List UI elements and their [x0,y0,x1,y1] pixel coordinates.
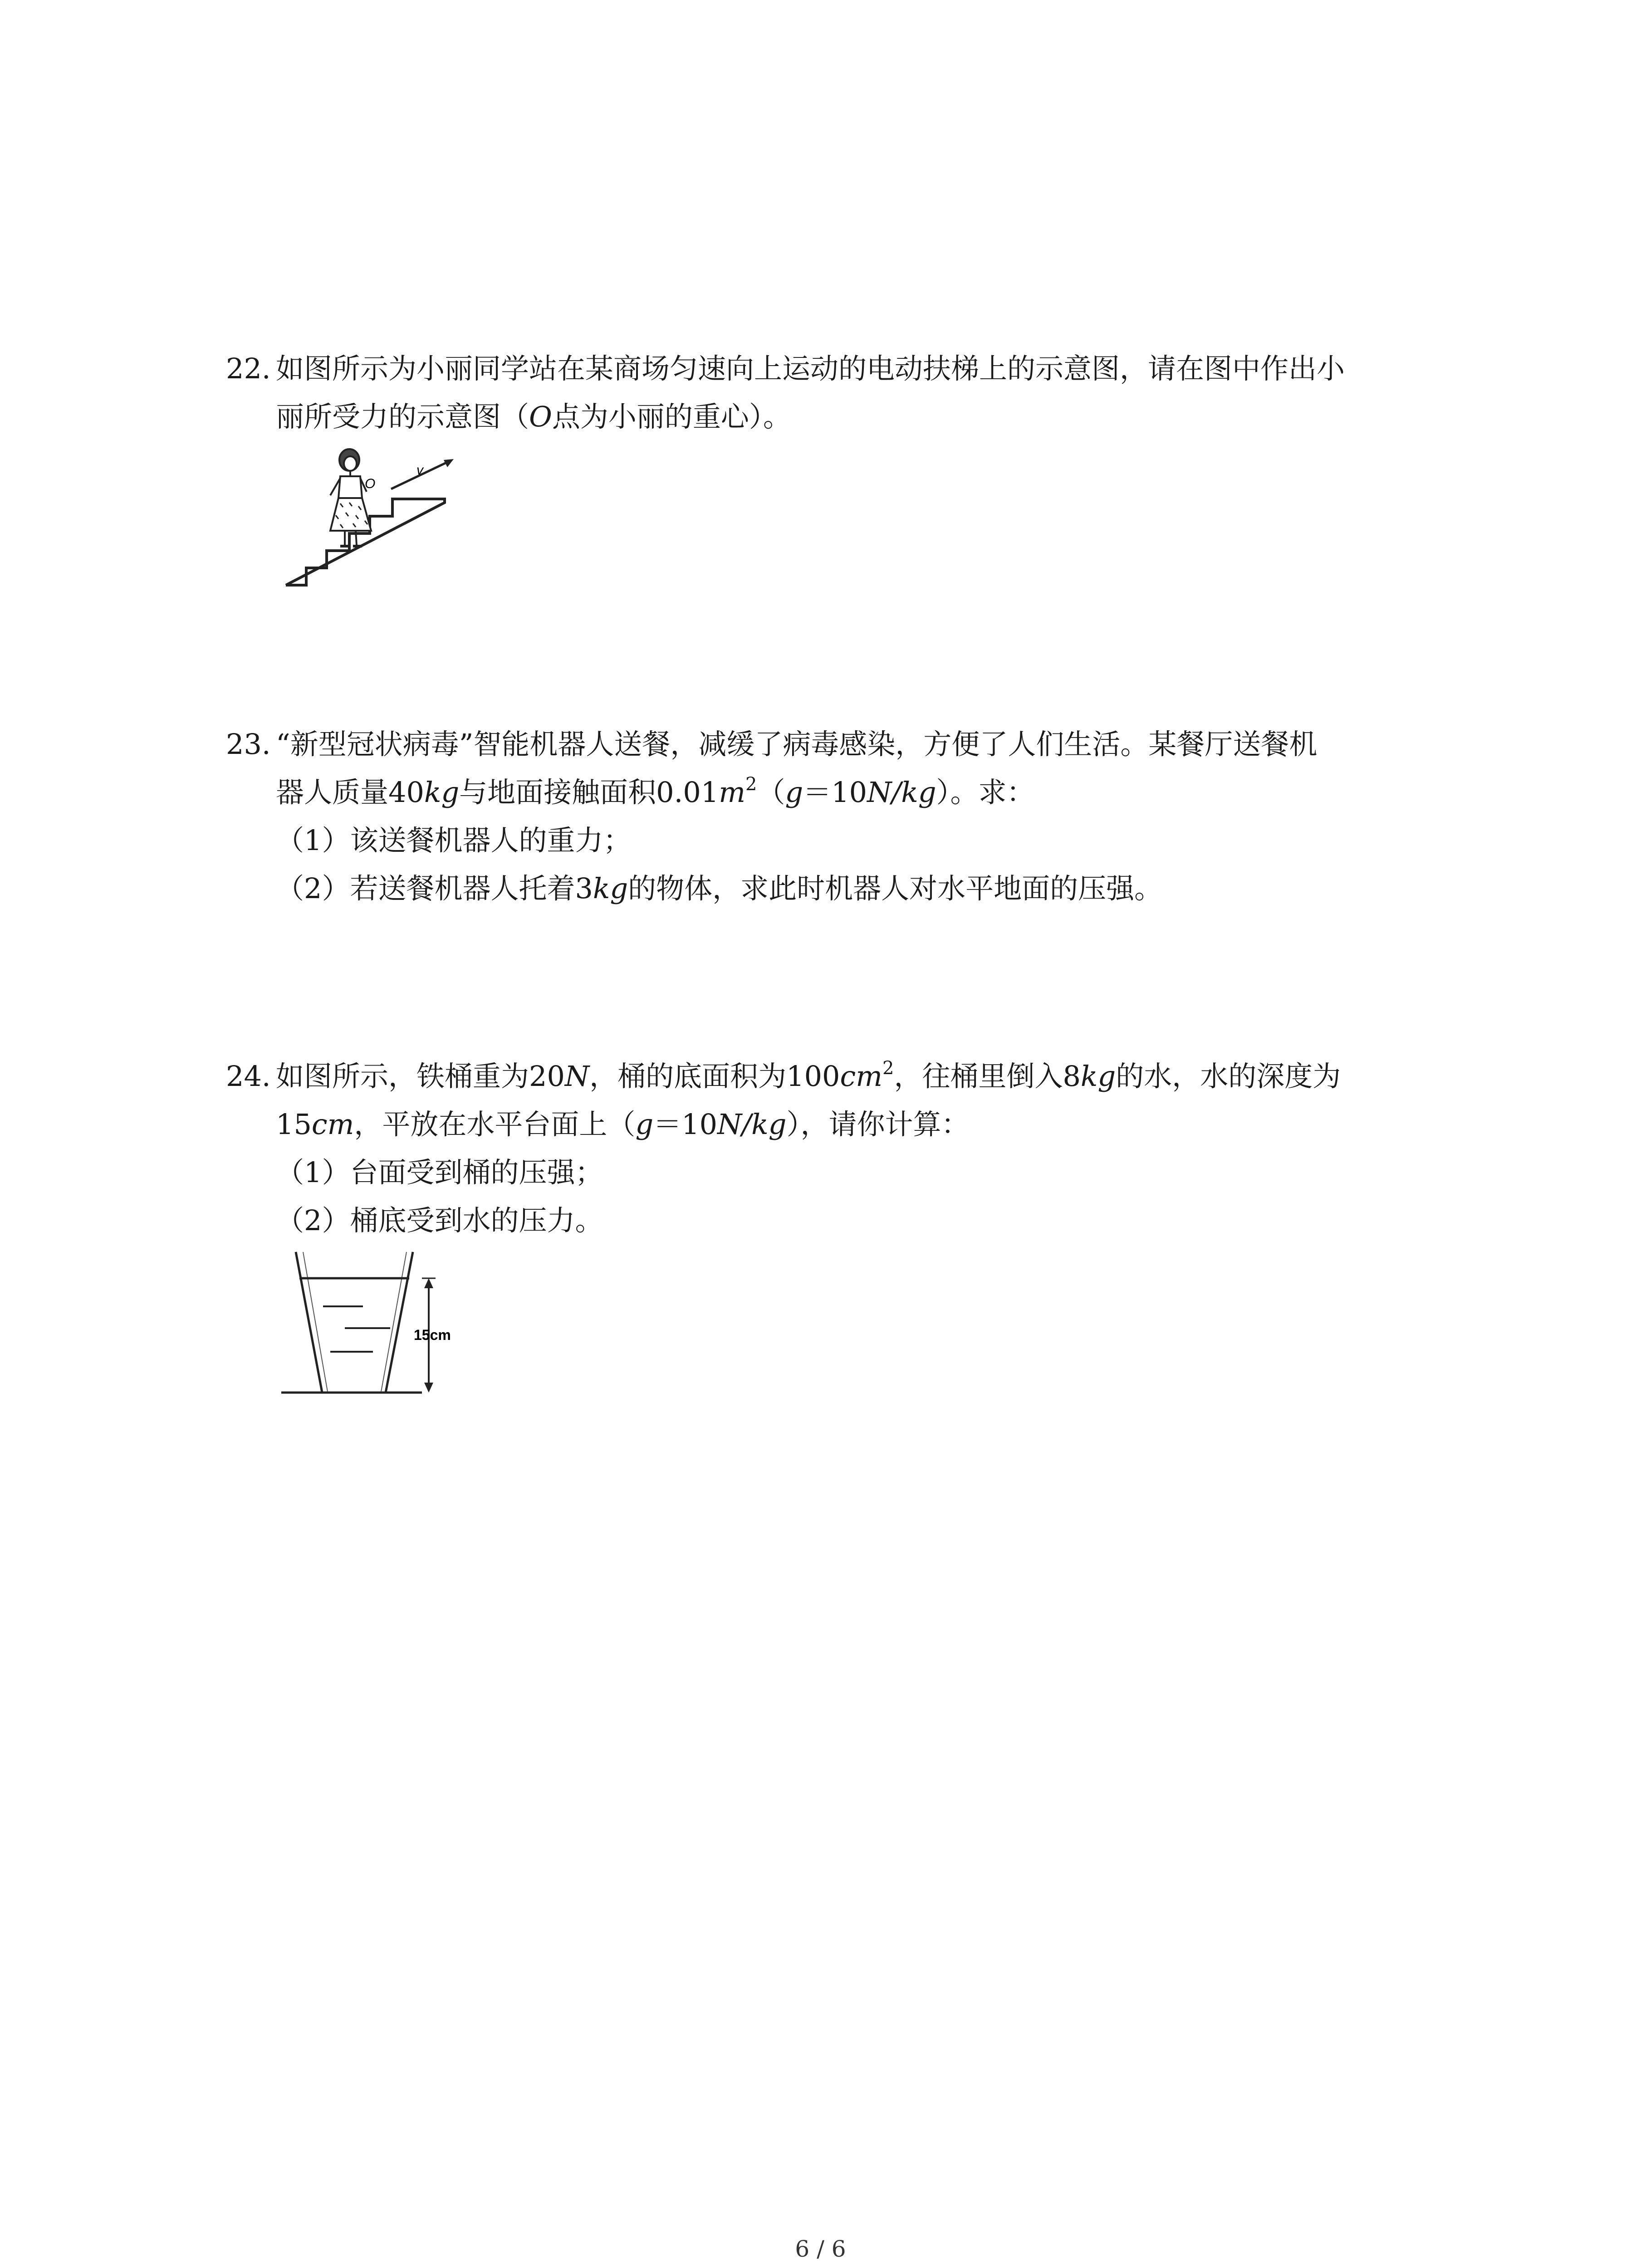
q24-line2 [276,1105,969,1144]
q23-text-1: “新型冠状病毒”智能机器人送餐，减缓了病毒感染，方便了人们生活。某餐厅送餐机 [276,728,1318,761]
q23-sub2-a: （2）若送餐机器人托着3 [276,872,593,905]
q24-text-1d: 的水，水的深度为 [1116,1060,1341,1093]
escalator-figure [272,445,463,594]
page-number: 6 / 6 [795,2236,846,2262]
q24-unit-nkg: N/kg [717,1108,787,1141]
q22-text-2b: 点为小丽的重心）。 [552,400,791,433]
bucket-figure [272,1243,463,1406]
q23-line2 [276,773,1035,812]
q24-text-1b: ，桶的底面积为100 [589,1060,840,1093]
q23-unit-m: m [719,776,746,809]
q23-text-2d: ＝10 [803,776,867,809]
center-of-gravity-label: O [365,476,376,491]
q23-var-g: g [785,776,803,809]
q24-text-2a: 15 [276,1108,312,1141]
q24-text-1c: ，往桶里倒入8 [894,1060,1081,1093]
q24-text-2b: ，平放在水平台面上（ [354,1108,636,1141]
q24-sub1: （1）台面受到桶的压强； [276,1156,603,1189]
q24-line1 [226,1057,1341,1096]
q23-line1 [226,725,1317,764]
q24-unit-cm: cm [840,1060,883,1093]
q23-sub1: （1）该送餐机器人的重力； [276,824,632,857]
q24-var-g: g [635,1108,654,1141]
q24-text-2c: ＝10 [653,1108,718,1141]
depth-label: 15cm [414,1327,451,1343]
depth-arrow-top [424,1278,433,1288]
q23-sub2-kg: kg [593,872,628,905]
bucket-right-wall [386,1252,413,1393]
q22-var-o: O [529,400,552,433]
q23-text-2e: ）。求： [936,776,1035,809]
q23-unit-kg: kg [424,776,460,809]
q22-text-1: 如图所示为小丽同学站在某商场匀速向上运动的电动扶梯上的示意图，请在图中作出小 [276,352,1345,385]
q23-sup: 2 [745,774,757,795]
q24-text-2d: ），请你计算： [786,1108,970,1141]
q24-unit-cm2: cm [311,1108,354,1141]
q22-line1 [226,349,1345,388]
q24-unit-n: N [564,1060,590,1093]
q23-unit-nkg: N/kg [867,776,936,809]
q24-number: 24. [226,1060,271,1093]
q23-number: 23. [226,728,271,761]
q23-text-2c: （ [757,776,785,809]
q22-text-2a: 丽所受力的示意图（ [276,400,529,433]
q23-sub2 [276,869,1162,908]
q23-text-2a: 器人质量40 [276,776,424,809]
velocity-label: v [416,463,423,478]
q22-line2 [276,397,791,436]
q24-sup: 2 [882,1058,894,1079]
girl-figure [330,449,371,546]
q22-number: 22. [226,352,271,385]
depth-arrow-bottom [424,1383,433,1393]
q24-sub2: （2）桶底受到水的压力。 [276,1204,603,1237]
q24-unit-kg: kg [1080,1060,1116,1093]
q23-sub2-b: 的物体，求此时机器人对水平地面的压强。 [628,872,1163,905]
q24-text-1a: 如图所示，铁桶重为20 [276,1060,565,1093]
q23-text-2b: 与地面接触面积0.01 [459,776,719,809]
bucket-left-wall [296,1252,322,1393]
